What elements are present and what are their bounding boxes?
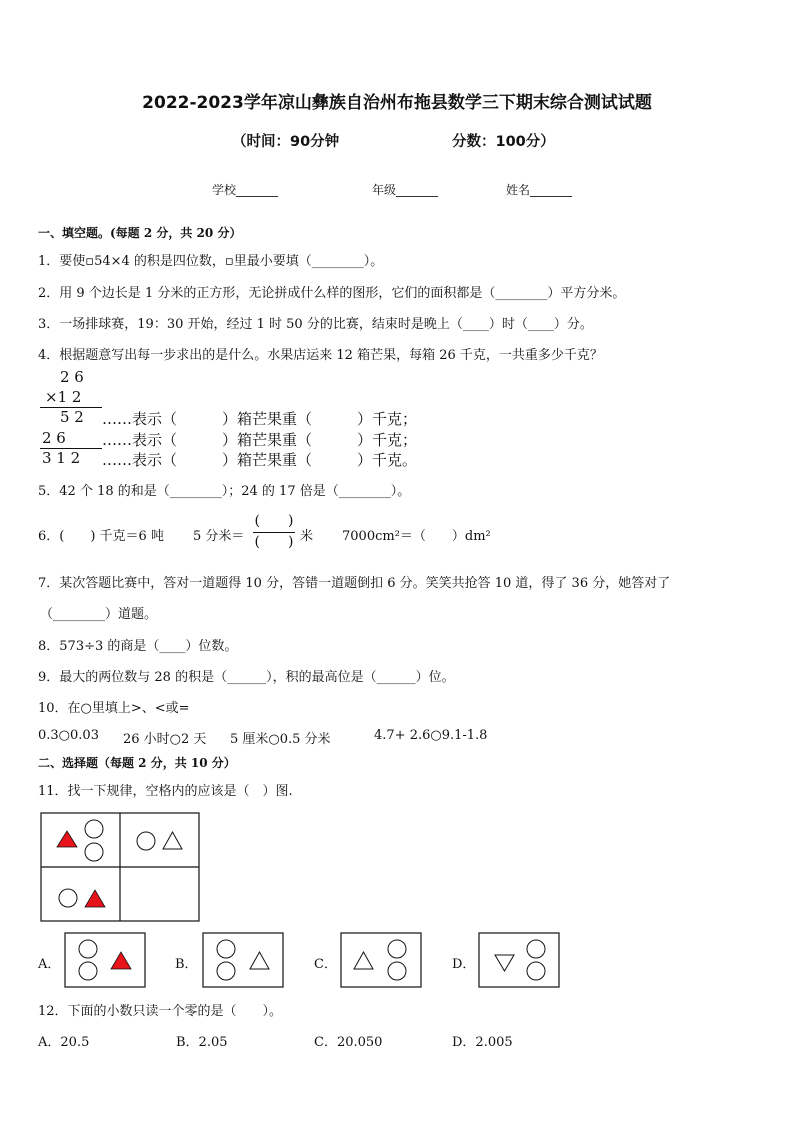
page-title: 2022-2023学年凉山彝族自治州布拖县数学三下期末综合测试试题	[142, 93, 652, 113]
question-10: 10．在○里填上>、<或=	[38, 701, 190, 716]
option-c-figure[interactable]	[340, 932, 422, 988]
red-triangle-icon	[57, 831, 77, 847]
calc-row-partial1: 5 2	[60, 408, 84, 426]
option-a-figure[interactable]	[64, 932, 146, 988]
q10-item-1: 0.3○0.03	[38, 728, 99, 743]
option-a-label[interactable]: A．	[38, 957, 61, 972]
question-6a: 6．( ) 千克＝6 吨	[38, 529, 164, 544]
calc-row-multiplicand: 2 6	[60, 368, 84, 386]
exam-score: 分数：100分）	[452, 134, 555, 150]
triangle-icon	[354, 952, 373, 969]
question-6c: 7000cm²＝（ ）dm²	[342, 529, 491, 544]
calc-row-multiplier: ×1 2	[45, 388, 82, 406]
section2-heading: 二、选择题（每题 2 分，共 10 分）	[38, 756, 236, 770]
fraction-numerator: ( )	[254, 513, 294, 529]
question-7-continued: （________）道题。	[40, 607, 158, 622]
section1-heading: 一、填空题。(每题 2 分，共 20 分）	[38, 226, 242, 240]
name-field: 姓名_______	[506, 183, 573, 197]
q10-item-4: 4.7+ 2.6○9.1-1.8	[374, 728, 488, 743]
option-d-label[interactable]: D．	[452, 957, 476, 972]
triangle-icon	[250, 952, 269, 969]
inverted-triangle-icon	[495, 955, 514, 971]
grade-field: 年级_______	[372, 183, 439, 197]
circle-icon	[85, 843, 103, 861]
question-4: 4．根据题意写出每一步求出的是什么。水果店运来 12 箱芒果，每箱 26 千克，一共重多少千克？	[38, 348, 603, 363]
calc-row-partial2: 2 6	[42, 429, 66, 447]
q12-option-b[interactable]: B．2.05	[176, 1035, 228, 1050]
option-b-label[interactable]: B．	[175, 957, 198, 972]
triangle-icon	[163, 832, 182, 849]
option-box	[203, 933, 283, 987]
q12-option-d[interactable]: D．2.005	[452, 1035, 513, 1050]
fraction-blank	[251, 512, 297, 552]
option-c-label[interactable]: C．	[314, 957, 337, 972]
circle-icon	[79, 962, 97, 980]
option-box	[341, 933, 421, 987]
exam-time: （时间：90分钟	[232, 134, 340, 150]
circle-icon	[527, 962, 545, 980]
calc-row-product: 3 1 2	[42, 449, 81, 467]
option-b-figure[interactable]	[202, 932, 284, 988]
question-6b: 5 分米＝	[193, 529, 245, 544]
circle-icon	[217, 962, 235, 980]
question-7: 7．某次答题比赛中，答对一道题得 10 分，答错一道题倒扣 6 分。笑笑共抢答 10 道，得了 36 分，她答对了	[38, 576, 671, 591]
school-field: 学校_______	[212, 183, 279, 197]
option-box	[479, 933, 559, 987]
question-3: 3．一场排球赛，19：30 开始，经过 1 时 50 分的比赛，结束时是晚上（____）时（____）分。	[38, 317, 593, 332]
circle-icon	[79, 940, 97, 958]
fraction-denominator: ( )	[254, 534, 294, 550]
pattern-grid	[40, 812, 202, 924]
question-6-unit: 米	[300, 529, 314, 544]
q12-option-a[interactable]: A．20.5	[38, 1035, 90, 1050]
circle-icon	[85, 820, 103, 838]
question-8: 8．573÷3 的商是（____）位数。	[38, 639, 238, 654]
question-12: 12．下面的小数只读一个零的是（ ）。	[38, 1004, 283, 1019]
circle-icon	[388, 962, 406, 980]
circle-icon	[527, 940, 545, 958]
calc-explain-1: ……表示（ ）箱芒果重（ ）千克；	[102, 410, 418, 428]
question-1: 1．要使▫54×4 的积是四位数，▫里最小要填（________）。	[38, 254, 384, 269]
circle-icon	[217, 940, 235, 958]
red-triangle-icon	[85, 890, 105, 907]
q12-option-c[interactable]: C．20.050	[314, 1035, 383, 1050]
red-triangle-icon	[111, 952, 131, 969]
calc-explain-3: ……表示（ ）箱芒果重（ ）千克。	[102, 451, 418, 469]
question-5: 5．42 个 18 的和是（________）；24 的 17 倍是（________）。	[38, 484, 411, 499]
question-2: 2．用 9 个边长是 1 分米的正方形，无论拼成什么样的图形，它们的面积都是（________）平方分米。	[38, 286, 626, 301]
question-11: 11．找一下规律，空格内的应该是（ ）图.	[38, 784, 293, 799]
circle-icon	[388, 940, 406, 958]
option-d-figure[interactable]	[478, 932, 560, 988]
question-9: 9．最大的两位数与 28 的积是（______），积的最高位是（______）位。	[38, 670, 455, 685]
calc-explain-2: ……表示（ ）箱芒果重（ ）千克；	[102, 431, 418, 449]
q10-item-3: 5 厘米○0.5 分米	[230, 732, 331, 747]
option-box	[65, 933, 145, 987]
q10-item-2: 26 小时○2 天	[123, 732, 207, 747]
circle-icon	[137, 832, 155, 850]
circle-icon	[59, 889, 77, 907]
